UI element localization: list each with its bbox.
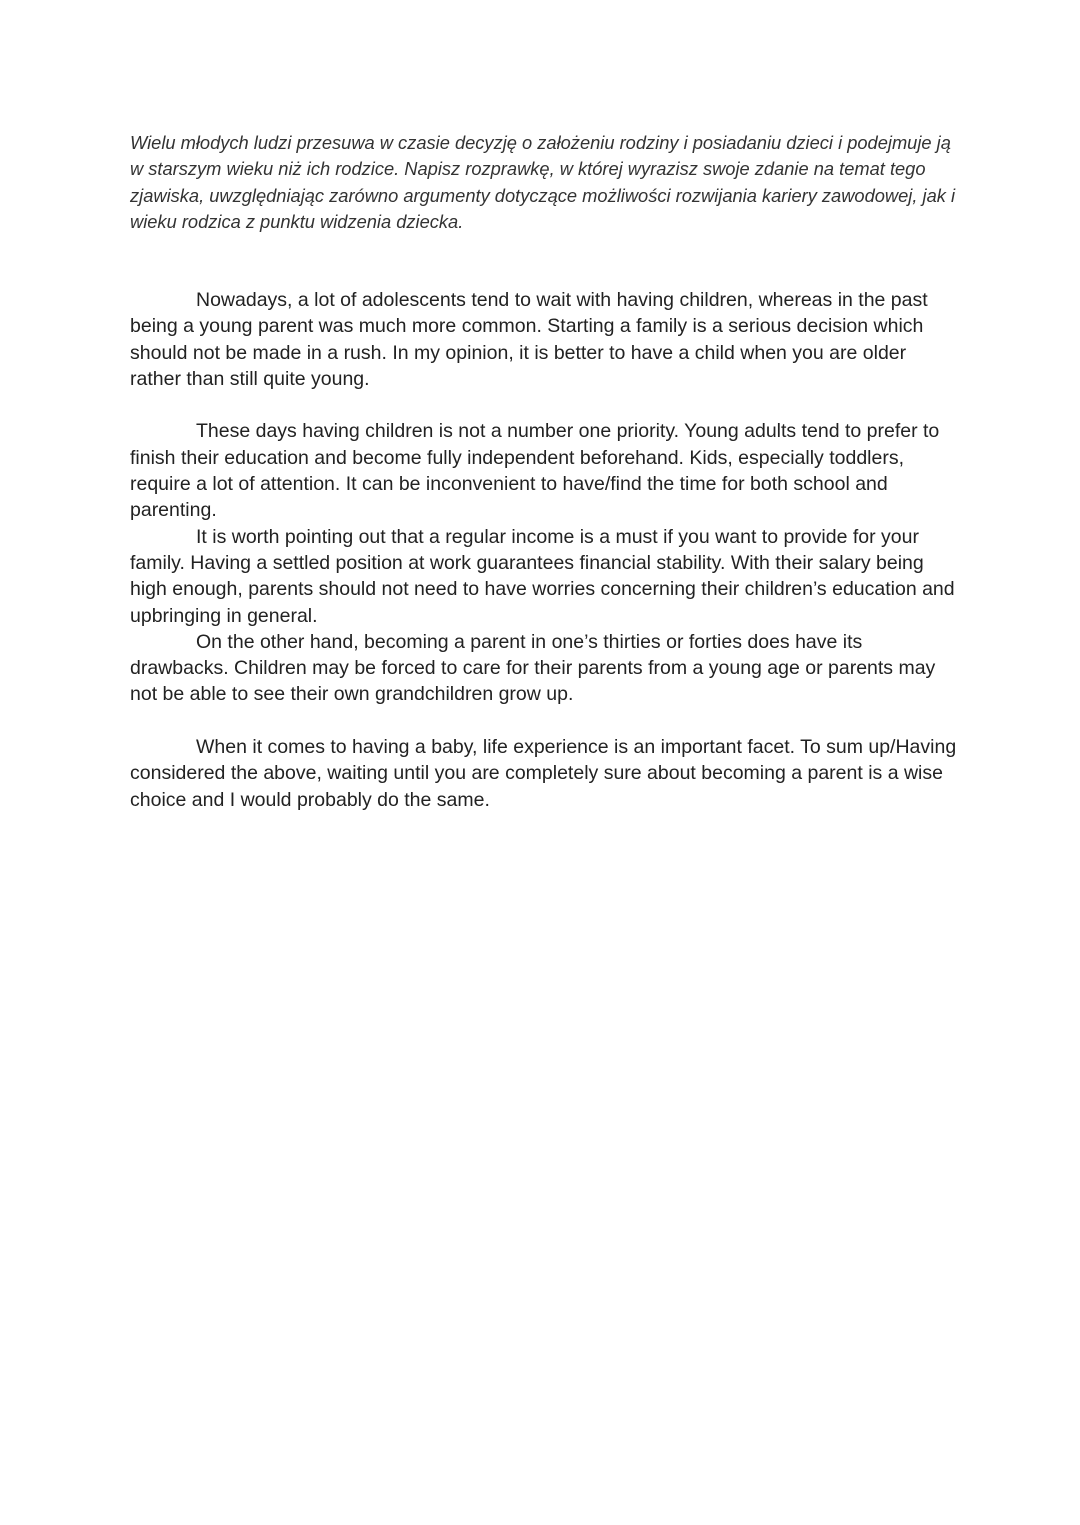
essay-paragraph-conclusion: When it comes to having a baby, life experience is an important facet. To sum up/Having considered the above, waiting until you are completely sure about becoming a parent is a wise choice and I would probably do the same. xyxy=(130,736,957,811)
essay-paragraph-argument-income: It is worth pointing out that a regular income is a must if you want to provide for your family. Having a settled position at work guarantees financial stability. With their salary being high enough, parents should not need to have worries concerning their children’s education and upbringing in general. xyxy=(130,525,955,627)
task-prompt: Wielu młodych ludzi przesuwa w czasie decyzję o założeniu rodziny i posiadaniu dzieci i podejmuje ją w starszym wieku niż ich rodzice. Napisz rozprawkę, w której wyrazisz swoje zdanie na temat tego zjawiska, uwzględniając zarówno argumenty dotyczące możliwości rozwijania kariery zawodowej, jak i wieku rodzica z punktu widzenia dziecka. xyxy=(130,132,956,232)
essay-paragraph-introduction: Nowadays, a lot of adolescents tend to wait with having children, whereas in the past being a young parent was much more common. Starting a family is a serious decision which should not be made in a rush. In my opinion, it is better to have a child when you are older rather than still quite young. xyxy=(130,289,928,390)
essay-paragraph-argument-education: These days having children is not a number one priority. Young adults tend to prefer to finish their education and become fully independent beforehand. Kids, especially toddlers, require a lot of attention. It can be inconvenient to have/find the time for both school and parenting. xyxy=(130,420,940,522)
essay-body xyxy=(130,287,960,813)
essay-paragraph-counterargument: On the other hand, becoming a parent in one’s thirties or forties does have its drawbacks. Children may be forced to care for their parents from a young age or parents may not be able to see their own grandchildren grow up. xyxy=(130,630,936,706)
